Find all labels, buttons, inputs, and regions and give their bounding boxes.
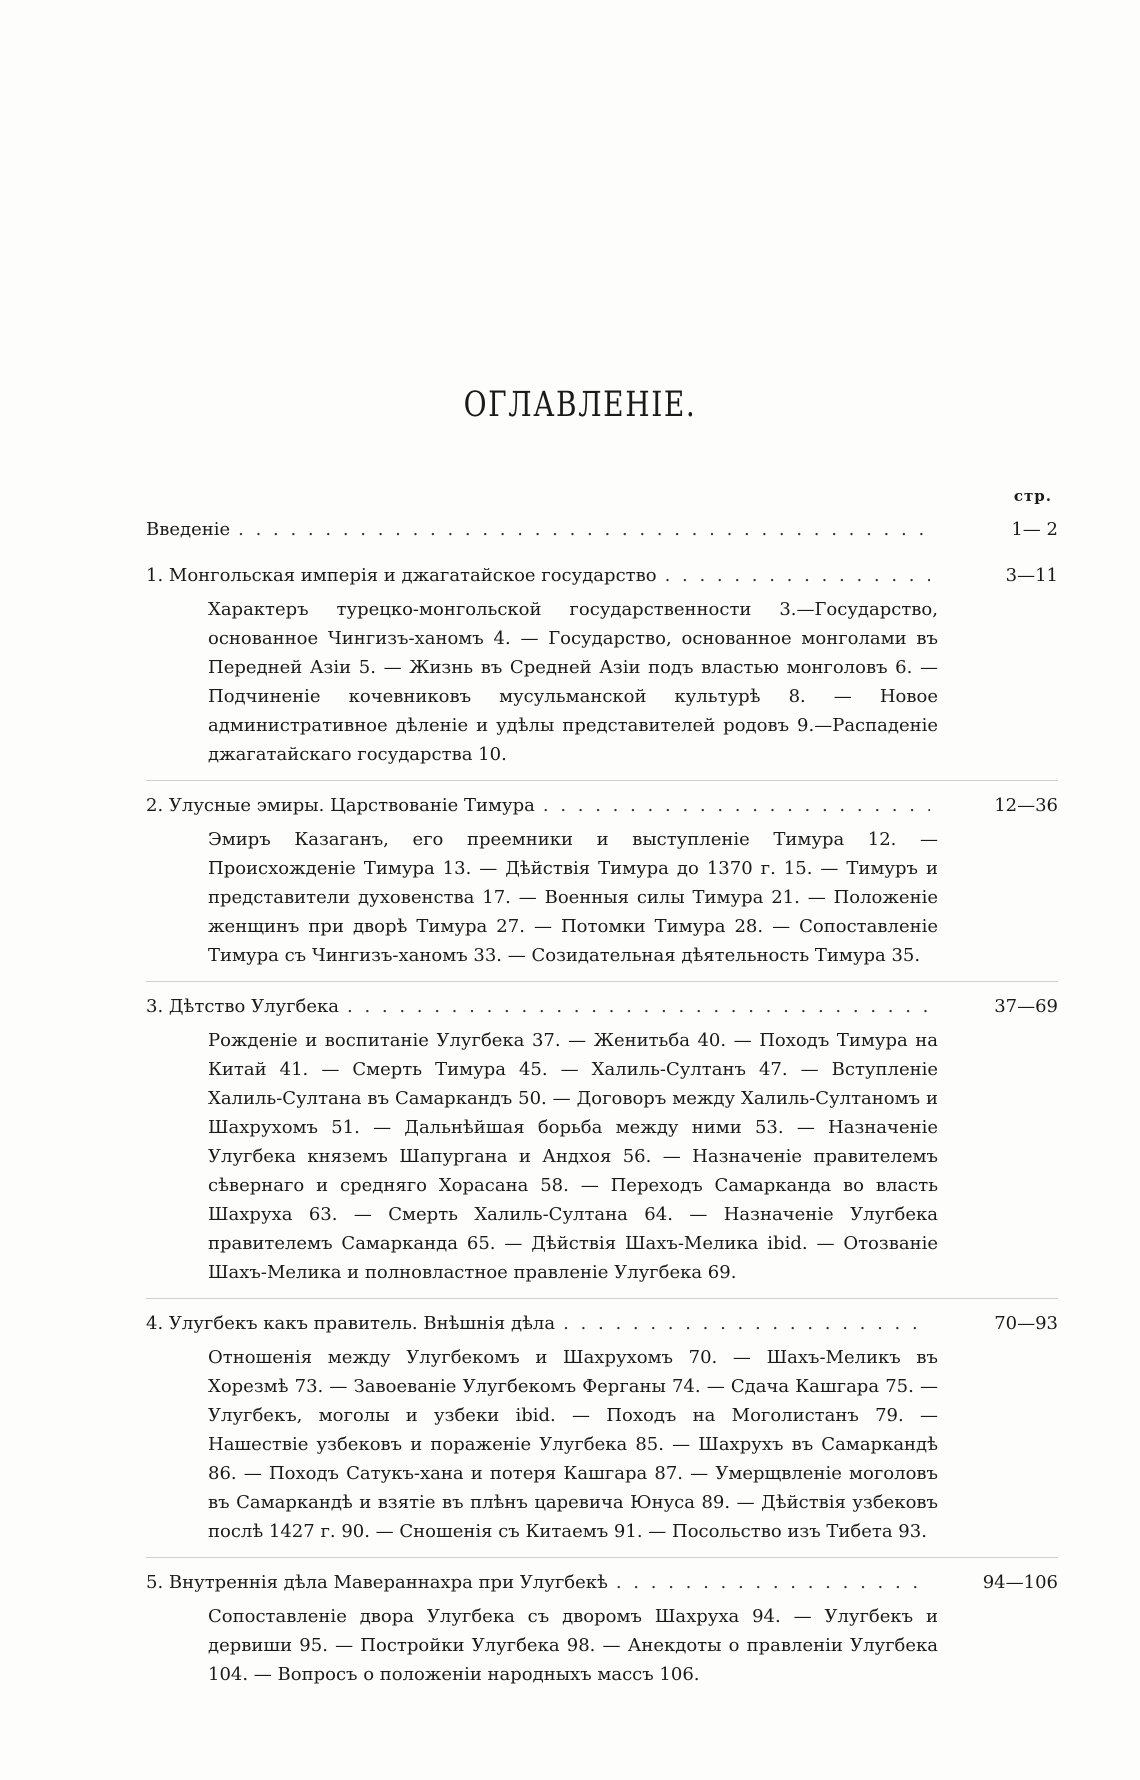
chapter-pages: 70—93 [994,1313,1058,1334]
chapter-summary: Сопоставленіе двора Улугбека съ дворомъ Шахруха 94. — Улугбекъ и дервиши 95. — Постройки Улугбека 98. — Анекдоты о правленіи Улугбека 104. — Вопросъ о положеніи народныхъ массъ 106. [208,1606,938,1685]
chapter-summary: Характеръ турецко-монгольской государственности 3.—Государство, основанное Чингизъ-ханомъ 4. — Государство, основанное монголами въ Передней Азіи 5. — Жизнь въ Средней Азіи подъ властью монголовъ 6. — Подчиненіе кочевниковъ мусульманской культурѣ 8. — Новое административное дѣленіе и удѣлы представителей родовъ 9.—Распаденіе джагатайскаго государства 10. [208,599,938,765]
chapter-label: 4. Улугбекъ какъ правитель. Внѣшнія дѣла [146,1313,556,1334]
toc-entry-label: Введеніе [146,519,231,540]
dot-leader [543,793,930,819]
chapter-label: 1. Монгольская имперія и джагатайское государство [146,565,657,586]
chapter-label: 5. Внутреннія дѣла Мавераннахра при Улугбекѣ [146,1572,608,1593]
toc-chapter-2 [146,793,1058,970]
chapter-pages: 37—69 [994,996,1058,1017]
toc-chapter-1 [146,563,1058,769]
chapter-summary: Рожденіе и воспитаніе Улугбека 37. — Женитьба 40. — Походъ Тимура на Китай 41. — Смерть Тимура 45. — Халиль-Султанъ 47. — Вступленіе Халиль-Султана въ Самаркандъ 50. — Договоръ между Халиль-Султаномъ и Шахрухомъ 51. — Дальнѣйшая борьба между ними 53. — Назначеніе Улугбека княземъ Шапургана и Андхоя 56. — Назначеніе правителемъ сѣвернаго и средняго Хорасана 58. — Переходъ Самарканда во власть Шахруха 63. — Смерть Халиль-Султана 64. — Назначеніе Улугбека правителемъ Самарканда 65. — Дѣйствія Шахъ-Мелика ibid. — Отозваніе Шахъ-Мелика и полновластное правленіе Улугбека 69. [208,1030,938,1283]
chapter-pages: 12—36 [994,795,1058,816]
chapter-pages: 94—106 [982,1572,1058,1593]
toc-entry-intro [146,517,1058,543]
toc-chapter-5 [146,1570,1058,1689]
table-of-contents [146,487,1058,1689]
divider [146,1557,1058,1558]
toc-entry-pages: 1— 2 [1011,519,1058,540]
dot-leader [563,1311,930,1337]
dot-leader [347,994,930,1020]
dot-leader [665,563,930,589]
chapter-summary: Эмиръ Казаганъ, его преемники и выступленіе Тимура 12. — Происхожденіе Тимура 13. — Дѣйствія Тимура до 1370 г. 15. — Тимуръ и представители духовенства 17. — Военныя силы Тимура 21. — Положеніе женщинъ при дворѣ Тимура 27. — Потомки Тимура 28. — Сопоставленіе Тимура съ Чингизъ-ханомъ 33. — Созидательная дѣятельность Тимура 35. [208,829,938,966]
page-title: ОГЛАВЛЕНІЕ. [463,385,697,425]
pages-column-header: стр. [1013,487,1052,505]
chapter-summary: Отношенія между Улугбекомъ и Шахрухомъ 70. — Шахъ-Меликъ въ Хорезмѣ 73. — Завоеваніе Улугбекомъ Ферганы 74. — Сдача Кашгара 75. — Улугбекъ, моголы и узбеки ibid. — Походъ на Моголистанъ 79. — Нашествіе узбековъ и пораженіе Улугбека 85. — Шахрухъ въ Самаркандѣ 86. — Походъ Сатукъ-хана и потеря Кашгара 87. — Умерщвленіе моголовъ въ Самаркандѣ и взятіе въ плѣнъ царевича Юнуса 89. — Дѣйствія узбековъ послѣ 1427 г. 90. — Сношенія съ Китаемъ 91. — Посольство изъ Тибета 93. [208,1347,938,1542]
chapter-label: 3. Дѣтство Улугбека [146,996,340,1017]
chapter-pages: 3—11 [1005,565,1058,586]
divider [146,981,1058,982]
divider [146,780,1058,781]
toc-chapter-4 [146,1311,1058,1546]
dot-leader [238,517,930,543]
toc-chapter-3 [146,994,1058,1287]
divider [146,1298,1058,1299]
chapter-label: 2. Улусные эмиры. Царствованіе Тимура [146,795,535,816]
dot-leader [616,1570,930,1596]
